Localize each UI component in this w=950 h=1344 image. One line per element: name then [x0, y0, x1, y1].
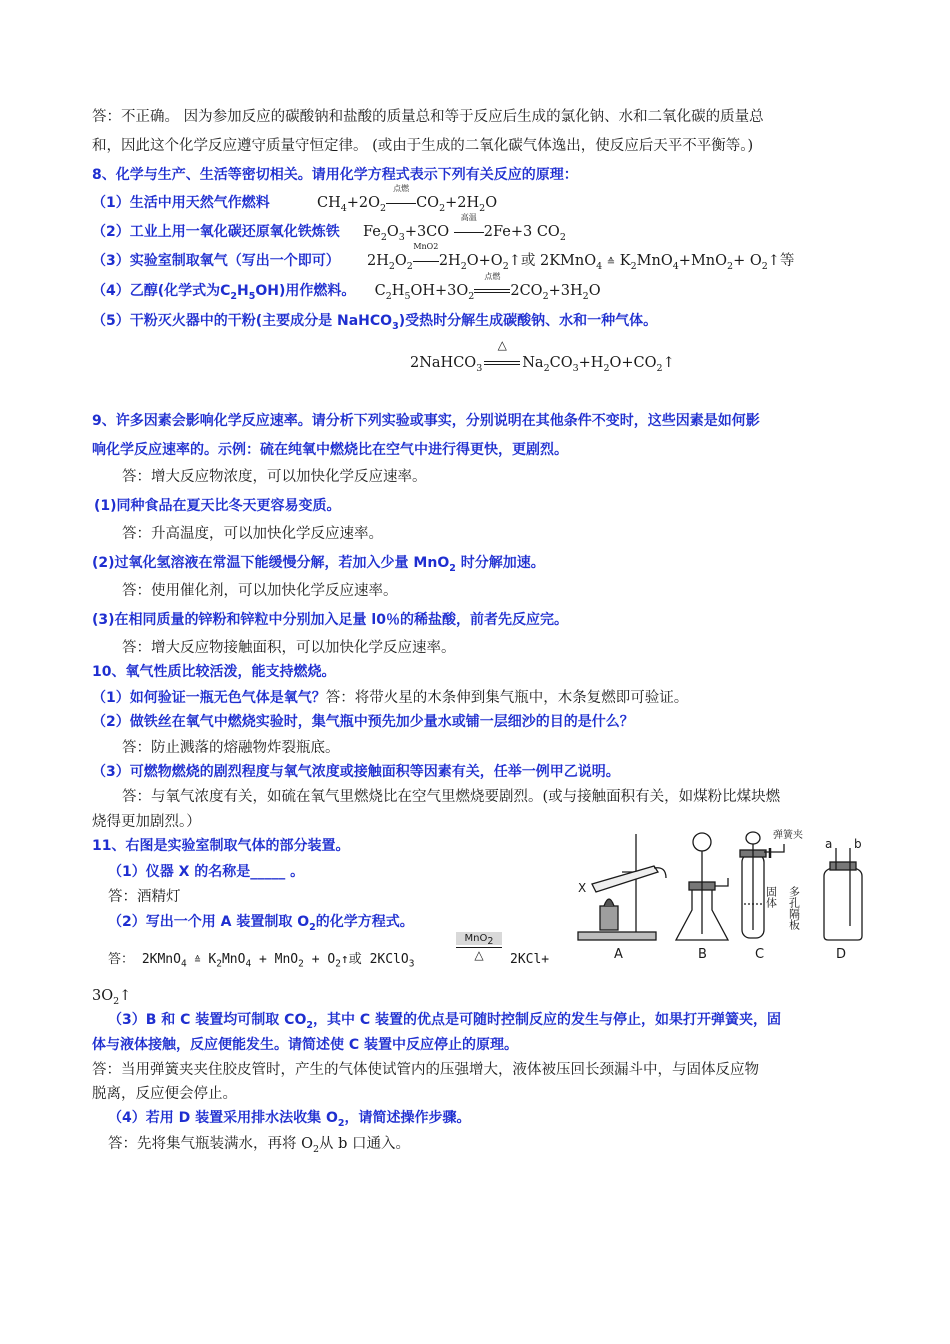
heat-label: △	[456, 947, 502, 962]
answer-11-4-text-b: 从 b 口通入。	[319, 1136, 411, 1152]
answer-11-2-part-f: 3O	[92, 988, 114, 1004]
equation-oxygen: $2H_2O_2$ MnO2 $2H_2O+O_2↑$或 2KMnO$_4$ ≙ $K_2MnO_4+MnO_2+$ $O_2↑$等	[366, 242, 795, 272]
question-11-2-text-a: （2）写出一个用 A 装置制取 O	[108, 914, 310, 930]
answer-11-4-row: 答：先将集气瓶装满水，再将 $O_2$从 b 口通入。	[108, 1136, 411, 1155]
question-9-2-text-b: 时分解加速。	[460, 555, 545, 571]
answer-11-2-part-a: 答： 2KMnO	[108, 952, 181, 967]
condition-ignite-2: 点燃	[484, 272, 501, 281]
question-8: 8、化学与生产、生活等密切相关。请用化学方程式表示下列有关反应的原理：	[92, 167, 578, 183]
label-b: B	[698, 947, 707, 962]
question-9-3: (3)在相同质量的锌粉和锌粒中分别加入足量 l0％的稀盐酸，前者先反应完。	[92, 612, 568, 628]
answer-9-3: 答：增大反应物接触面积，可以加快化学反应速率。	[122, 640, 456, 656]
answer-10-1: 答：将带火星的木条伸到集气瓶中，木条复燃即可验证。	[325, 690, 689, 706]
answer-9-2: 答：使用催化剂，可以加快化学反应速率。	[122, 583, 398, 599]
condition-mno2: MnO2	[413, 242, 439, 251]
question-8-5-text-b: )受热时分解生成碳酸钠、水和一种气体。	[398, 313, 658, 329]
question-11-3-text-a: （3）B 和 C 装置均可制取 CO	[108, 1012, 307, 1028]
question-10-3: （3）可燃物燃烧的剧烈程度与氧气浓度或接触面积等因素有关，任举一例甲乙说明。	[92, 764, 620, 780]
question-8-3: （3）实验室制取氧气（写出一个即可）	[92, 253, 340, 269]
apparatus-a	[578, 834, 666, 962]
vertical-labels	[765, 886, 801, 931]
answer-11-1: 答：酒精灯	[108, 889, 181, 905]
question-8-4-text-b: )用作燃料。	[279, 283, 356, 299]
label-c: C	[755, 947, 765, 962]
condition-high-temp: 高温	[460, 213, 477, 222]
question-9-line-2: 响化学反应速率的。示例：硫在纯氧中燃烧比在空气中进行得更快，更剧烈。	[92, 442, 568, 458]
apparatus-b	[676, 833, 728, 962]
answer-10-3-line-2: 烧得更加剧烈。）	[92, 814, 201, 830]
question-11-4-row: （4）若用 D 装置采用排水法收集 $O_2$，请简述操作步骤。	[108, 1110, 471, 1129]
equation-iron: $Fe_2O_3+3CO$ 高温 2Fe+3 $CO_2$	[362, 213, 566, 243]
answer-11-2-part-e: 2KCl+	[510, 952, 550, 967]
answer-11-2-tail: $3O_2↑$	[92, 988, 132, 1007]
question-10-1: （1）如何验证一瓶无色气体是氧气？	[92, 690, 326, 706]
question-9-line-1: 9、许多因素会影响化学反应速率。请分析下列实验或事实，分别说明在其他条件不变时，这些因素是如何影	[92, 413, 760, 429]
equation-methane: $CH_4+2O_2$ 点燃 $CO_2+2H_2O$	[316, 184, 498, 214]
label-x: X	[578, 881, 587, 895]
answer-11-2-part-d: ↑或 2KClO	[340, 952, 409, 967]
question-9-2-text-a: (2)过氧化氢溶液在常温下能缓慢分解，若加入少量	[92, 555, 409, 571]
question-8-3-row	[92, 242, 795, 273]
label-solid: 固体	[764, 886, 778, 908]
answer-11-2-row: 答： 2KMnO$_4$ ≙ $K_2MnO_4 + MnO_2$ + $O_2↑$或 2KClO$_3$	[108, 952, 415, 970]
question-8-1: （1）生活中用天然气作燃料	[92, 195, 270, 211]
condition-ignite: 点燃	[393, 184, 410, 193]
question-11-1: （1）仪器 X 的名称是_____ 。	[108, 864, 305, 880]
question-10-1-row	[92, 688, 688, 708]
mno2-label: MnO$_2$	[456, 932, 502, 945]
answer-11-3-line-1: 答：当用弹簧夹夹住胶皮管时，产生的气体使试管内的压强增大，液体被压回长颈漏斗中，与固体反应物	[92, 1062, 759, 1078]
apparatus-figure	[570, 826, 870, 968]
label-d: D	[836, 947, 847, 962]
question-11-2-text-b: 的化学方程式。	[315, 914, 414, 930]
question-11-4-text-b: ，请简述操作步骤。	[344, 1110, 471, 1126]
equation-ethanol: $C_2H_5OH+3O_2$ 点燃 $2CO_2+3H_2O$	[374, 272, 601, 302]
kclo3-condition	[456, 932, 502, 962]
answer-7-line-1: 答：不正确。 因为参加反应的碳酸钠和盐酸的质量总和等于反应后生成的氯化钠、水和二氧化碳的质量总	[92, 109, 764, 125]
answer-9-example: 答：增大反应物浓度，可以加快化学反应速率。	[122, 469, 427, 485]
equation-nahco3: 2NaHCO$_3$ △ $Na_2CO_3+H_2O+CO_2↑$	[410, 338, 675, 374]
question-9-2-row: (2)过氧化氢溶液在常温下能缓慢分解，若加入少量 MnO$_2$ 时分解加速。	[92, 555, 545, 574]
answer-11-4-text-a: 答：先将集气瓶装满水，再将 O	[108, 1136, 313, 1152]
question-11: 11、右图是实验室制取气体的部分装置。	[92, 838, 350, 854]
label-port-b: b	[854, 837, 862, 851]
question-8-2-row	[92, 213, 566, 243]
answer-11-3-line-2: 脱离，反应便会停止。	[92, 1086, 237, 1102]
question-8-1-row	[92, 184, 498, 214]
question-8-4-row: （4）乙醇(化学式为$C_2H_5OH$)用作燃料。 $C_2H_5OH+3O_2$ 点燃 $2CO_2+3H_2O$	[92, 272, 601, 302]
question-8-2: （2）工业上用一氧化碳还原氧化铁炼铁	[92, 224, 340, 240]
question-10: 10、氧气性质比较活泼，能支持燃烧。	[92, 664, 336, 680]
answer-7-line-2: 和，因此这个化学反应遵守质量守恒定律。 (或由于生成的二氧化碳气体逸出，使反应后天平不平衡等。)	[92, 138, 754, 154]
answer-10-3-line-1: 答：与氧气浓度有关，如硫在氧气里燃烧比在空气里燃烧要剧烈。(或与接触面积有关，如煤粉比煤块燃	[122, 789, 781, 805]
question-11-2-row: （2）写出一个用 A 装置制取 $O_2$的化学方程式。	[108, 914, 414, 933]
question-9-1: (1)同种食品在夏天比冬天更容易变质。	[94, 498, 341, 514]
question-8-4-text-a: （4）乙醇(化学式为	[92, 283, 221, 299]
question-11-4-text-a: （4）若用 D 装置采用排水法收集 O	[108, 1110, 338, 1126]
question-10-2: （2）做铁丝在氧气中燃烧实验时，集气瓶中预先加少量水或铺一层细沙的目的是什么？	[92, 714, 634, 730]
label-porous-plate: 多孔隔板	[787, 886, 801, 930]
label-a: A	[614, 947, 623, 962]
question-11-3-row-2: 体与液体接触，反应便能发生。请简述使 C 装置中反应停止的原理。	[92, 1037, 519, 1053]
question-8-5-text-a: （5）干粉灭火器中的干粉(主要成分是	[92, 313, 333, 329]
question-11-3-text-b: ，其中 C 装置的优点是可随时控制反应的发生与停止，如果打开弹簧夹，固	[312, 1012, 782, 1028]
answer-9-1: 答：升高温度，可以加快化学反应速率。	[122, 526, 383, 542]
answer-11-2-part-b: + MnO	[259, 952, 299, 967]
apparatus-d	[824, 837, 862, 962]
label-port-a: a	[825, 837, 833, 851]
answer-11-2-part-c: + O	[311, 952, 336, 967]
label-spring-clip: 弹簧夹	[773, 830, 803, 841]
question-8-5-row: （5）干粉灭火器中的干粉(主要成分是 NaHCO$_3$)受热时分解生成碳酸钠、水和一种气体。	[92, 313, 658, 332]
condition-heat: △	[497, 338, 507, 352]
answer-10-2: 答：防止溅落的熔融物炸裂瓶底。	[122, 740, 340, 756]
question-11-3-row-1: （3）B 和 C 装置均可制取 $CO_2$，其中 C 装置的优点是可随时控制反应的发生与停止，如果打开弹簧夹，固	[108, 1012, 782, 1031]
